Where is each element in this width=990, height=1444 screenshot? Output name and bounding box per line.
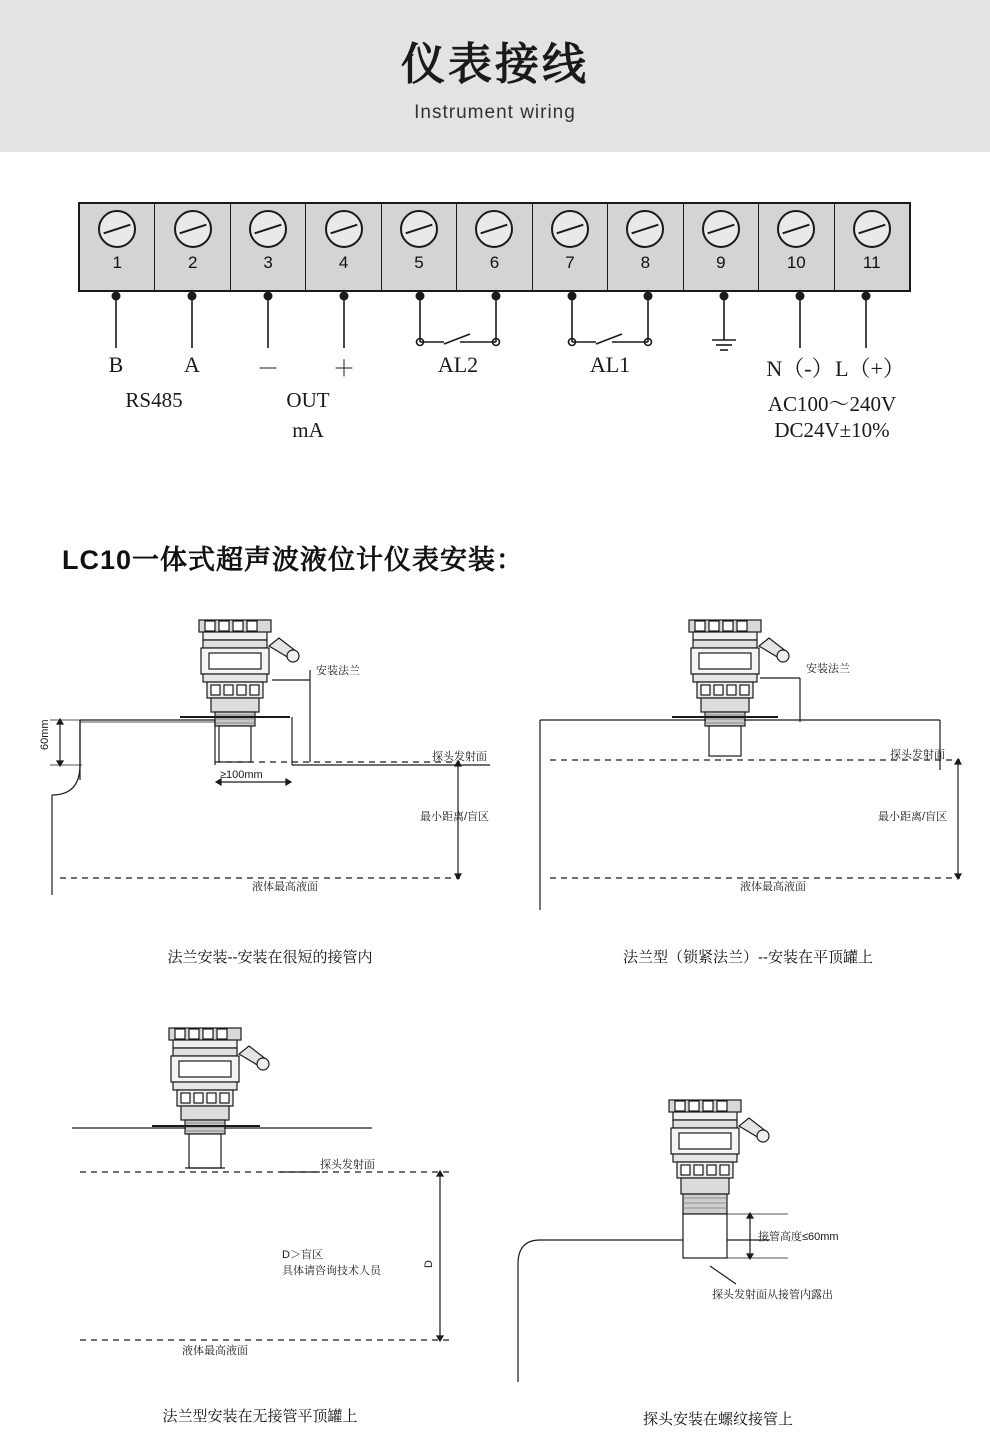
annotation-max-level: 液体最高液面 bbox=[252, 881, 318, 893]
screw-icon bbox=[249, 210, 287, 248]
terminal-label-l: L（+） bbox=[835, 356, 905, 381]
annotation-probe-face: 探头发射面 bbox=[432, 751, 487, 763]
terminal-number: 8 bbox=[640, 253, 651, 272]
terminal-10 bbox=[759, 204, 834, 290]
annotation-blind-note1: D＞盲区 bbox=[282, 1249, 323, 1261]
annotation-flange: 安装法兰 bbox=[806, 663, 850, 675]
section-title: LC10一体式超声波液位计仪表安装： bbox=[62, 545, 525, 575]
group-label-ac: AC100～240V bbox=[767, 392, 897, 416]
annotation-min-distance: 最小距离/盲区 bbox=[420, 811, 490, 823]
terminal-number: 11 bbox=[862, 253, 881, 272]
figure-flange-short-nozzle bbox=[20, 610, 490, 980]
wiring-diagram bbox=[0, 152, 990, 492]
terminal-7 bbox=[533, 204, 608, 290]
terminal-label-minus: － bbox=[256, 356, 280, 381]
terminal-11 bbox=[835, 204, 909, 290]
terminal-label-al2: AL2 bbox=[437, 352, 479, 377]
terminal-label-n: N（-） bbox=[766, 356, 834, 381]
screw-icon bbox=[325, 210, 363, 248]
annotation-probe-face: 探头发射面 bbox=[320, 1159, 375, 1171]
screw-icon bbox=[475, 210, 513, 248]
annotation-blind-note2: 具体请咨询技术人员 bbox=[282, 1265, 381, 1277]
screw-icon bbox=[777, 210, 815, 248]
terminal-number: 3 bbox=[263, 253, 273, 272]
page-header bbox=[0, 0, 990, 152]
annotation-flange: 安装法兰 bbox=[316, 665, 360, 677]
screw-icon bbox=[400, 210, 438, 248]
figure-locking-flange-flat-tank bbox=[510, 610, 980, 980]
terminal-2 bbox=[155, 204, 230, 290]
screw-icon bbox=[174, 210, 212, 248]
page-title: 仪表接线 bbox=[401, 40, 589, 89]
group-label-ma: mA bbox=[292, 418, 324, 442]
terminal-number: 7 bbox=[565, 253, 575, 272]
terminal-9 bbox=[684, 204, 759, 290]
terminal-number: 2 bbox=[187, 253, 198, 272]
terminal-1 bbox=[80, 204, 155, 290]
figure-flange-no-nozzle-flat-tank bbox=[20, 1020, 490, 1440]
terminal-number: 6 bbox=[489, 253, 500, 272]
terminal-number: 1 bbox=[112, 253, 122, 272]
annotation-min-distance: 最小距离/盲区 bbox=[878, 811, 948, 823]
screw-icon bbox=[853, 210, 891, 248]
figure-caption: 法兰安装--安装在很短的接管内 bbox=[167, 949, 373, 966]
terminal-number: 10 bbox=[786, 253, 806, 272]
terminal-label-a: A bbox=[184, 352, 200, 377]
screw-icon bbox=[98, 210, 136, 248]
annotation-max-level: 液体最高液面 bbox=[740, 881, 806, 893]
terminal-block bbox=[78, 202, 911, 292]
annotation-nozzle-height: 接管高度≤60mm bbox=[758, 1231, 839, 1243]
annotation-probe-note: 探头发射面从接管内露出 bbox=[712, 1289, 833, 1301]
screw-icon bbox=[702, 210, 740, 248]
annotation-probe-face: 探头发射面 bbox=[890, 749, 945, 761]
group-label-out: OUT bbox=[286, 388, 330, 412]
terminal-3 bbox=[231, 204, 306, 290]
terminal-label-plus: ＋ bbox=[332, 356, 356, 381]
page-subtitle: Instrument wiring bbox=[414, 102, 576, 123]
terminal-label-al1: AL1 bbox=[589, 352, 631, 377]
terminal-6 bbox=[457, 204, 532, 290]
figure-probe-on-threaded-nozzle bbox=[500, 1070, 970, 1440]
group-label-dc: DC24V±10% bbox=[774, 418, 890, 442]
terminal-number: 5 bbox=[414, 253, 424, 272]
installation-figures bbox=[0, 600, 990, 1444]
figure-caption: 探头安装在螺纹接管上 bbox=[642, 1411, 794, 1428]
terminal-number: 9 bbox=[716, 253, 726, 272]
figure-caption: 法兰型安装在无接管平顶罐上 bbox=[162, 1408, 358, 1425]
screw-icon bbox=[626, 210, 664, 248]
annotation-height-dim: 60mm bbox=[39, 719, 51, 750]
group-label-rs485: RS485 bbox=[125, 388, 183, 412]
terminal-4 bbox=[306, 204, 381, 290]
annotation-dim-letter: D bbox=[423, 1260, 435, 1268]
terminal-label-b: B bbox=[108, 352, 124, 377]
annotation-width-dim: ≥100mm bbox=[220, 769, 263, 781]
terminal-5 bbox=[382, 204, 457, 290]
terminal-8 bbox=[608, 204, 683, 290]
terminal-number: 4 bbox=[338, 253, 349, 272]
annotation-max-level: 液体最高液面 bbox=[182, 1345, 248, 1357]
figure-caption: 法兰型（锁紧法兰）--安装在平顶罐上 bbox=[623, 949, 873, 966]
screw-icon bbox=[551, 210, 589, 248]
